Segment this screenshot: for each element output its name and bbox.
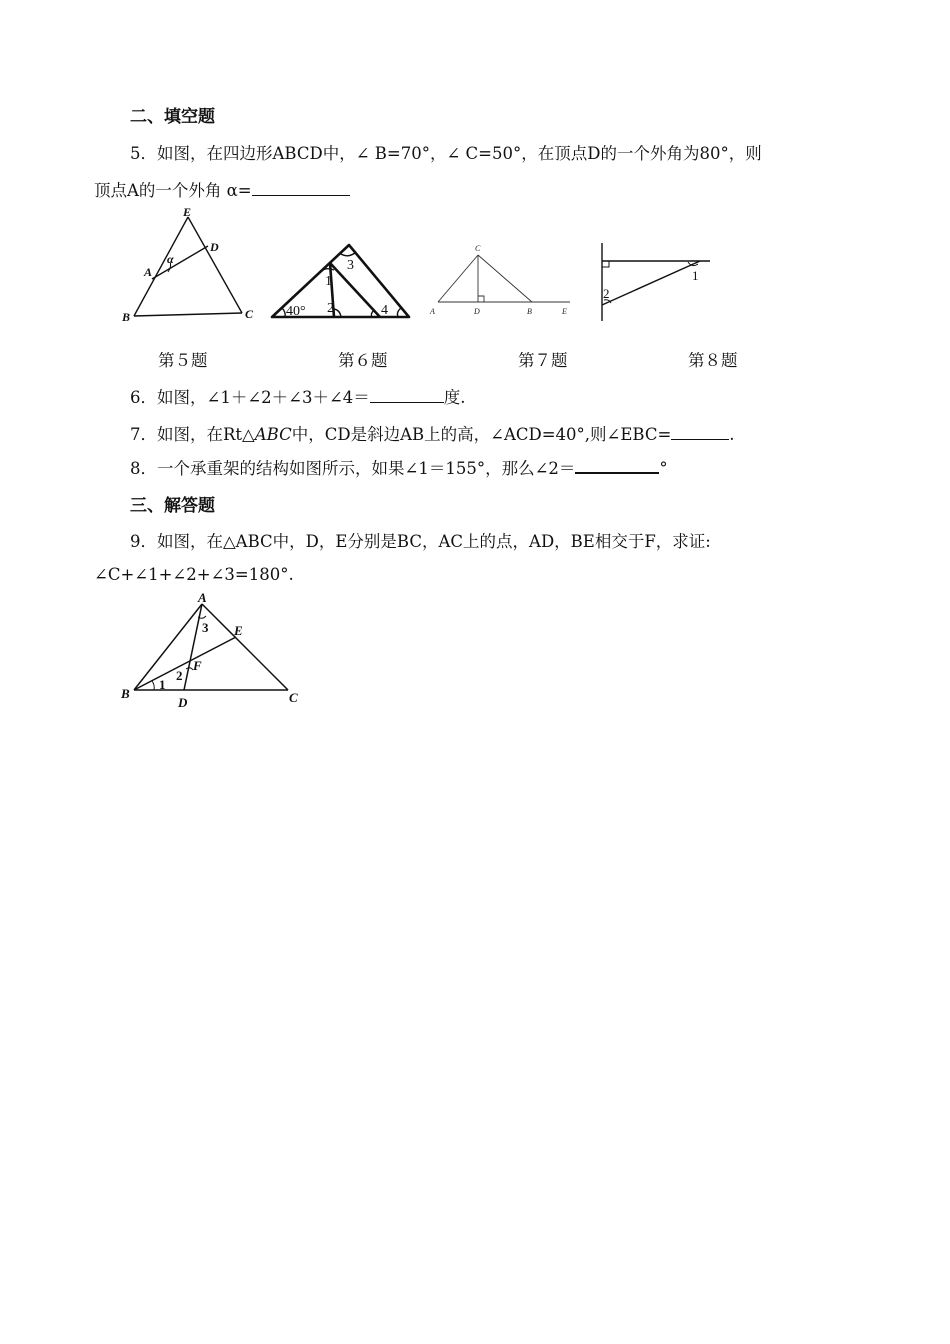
fig9-angle-arc-1 [152, 681, 154, 690]
figure-8-diagram [592, 240, 717, 324]
question-6 [130, 384, 466, 408]
figure-5-caption: 第５题 [158, 351, 208, 370]
section-heading-fill-in: 二、填空题 [130, 107, 215, 127]
fig9-label-b: B [121, 686, 130, 701]
fig6-angle-arc-1 [322, 269, 334, 271]
question-5-line-2 [94, 177, 350, 201]
fig6-angle-arc-40 [282, 308, 285, 317]
fig5-label-alpha: α [167, 252, 174, 266]
fig9-label-2: 2 [176, 668, 183, 683]
fig7-right-angle-mark [478, 296, 484, 302]
fig9-label-1: 1 [159, 677, 166, 692]
fig9-label-d: D [178, 695, 188, 710]
answer-blank-8[interactable] [575, 458, 659, 474]
fig6-label-4: 4 [381, 303, 388, 318]
question-9-line-1: 9．如图，在△ABC中，D，E分别是BC，AC上的点，AD，BE相交于F，求证: [130, 532, 711, 551]
fig6-inner-line-b [330, 263, 380, 317]
fig6-label-2: 2 [327, 301, 334, 316]
answer-blank-6[interactable] [370, 388, 444, 403]
question-8-degree: ° [659, 459, 668, 478]
question-8 [130, 455, 668, 479]
fig9-edge-ab [134, 604, 202, 690]
fig5-label-d: D [210, 240, 219, 254]
answer-blank-7[interactable] [671, 425, 729, 440]
fig9-segment-ad [184, 604, 202, 690]
question-5-text: 顶点A的一个外角 α= [94, 181, 252, 200]
question-6-unit: 度. [443, 388, 466, 407]
fig5-edge-ad [152, 246, 208, 279]
figure-7-caption: 第７题 [518, 351, 568, 370]
fig7-label-c: C [475, 244, 481, 253]
question-7-text-a: 7．如图，在Rt△ [130, 425, 255, 444]
question-7-period: . [729, 425, 735, 444]
question-9-line-2: ∠C+∠1+∠2+∠3=180°. [94, 565, 294, 584]
fig7-label-b: B [527, 307, 532, 316]
fig8-label-2: 2 [603, 286, 610, 301]
fig8-right-angle-mark [602, 261, 609, 267]
fig8-label-1: 1 [692, 268, 699, 283]
fig9-angle-arc-2 [186, 668, 193, 670]
section-heading-solve: 三、解答题 [130, 496, 215, 516]
fig9-label-f: F [193, 658, 202, 673]
question-5-line-1: 5．如图，在四边形ABCD中，∠ B=70°，∠ C=50°，在顶点D的一个外角为80°，则 [130, 144, 762, 163]
figure-5-diagram [118, 204, 268, 326]
fig7-edge-ac [438, 255, 478, 302]
fig9-label-c: C [289, 690, 298, 705]
fig6-label-1: 1 [325, 274, 332, 289]
fig6-angle-arc-3 [341, 253, 355, 256]
fig5-label-b: B [122, 310, 131, 324]
fig5-label-a: A [144, 265, 153, 279]
fig7-label-e: E [562, 307, 567, 316]
fig5-edge-eb [134, 217, 188, 316]
fig5-edge-bc [134, 313, 242, 316]
fig9-label-3: 3 [202, 620, 209, 635]
figure-7-diagram [428, 242, 578, 320]
question-7 [130, 421, 735, 445]
question-7-triangle-name: ABC [254, 425, 292, 444]
fig9-label-a: A [198, 590, 207, 605]
fig6-label-40: 40° [286, 304, 306, 319]
fig9-edge-ac [202, 604, 288, 690]
question-6-text: 6．如图，∠1＋∠2＋∠3＋∠4＝ [130, 388, 370, 407]
question-7-text-b: 中，CD是斜边AB上的高，∠ACD=40°,则∠EBC= [291, 425, 672, 444]
fig6-angle-arc-outer [397, 308, 401, 317]
answer-blank-5[interactable] [252, 181, 350, 196]
fig6-label-3: 3 [347, 258, 354, 273]
question-8-text: 8．一个承重架的结构如图所示，如果∠1＝155°，那么∠2＝ [130, 459, 576, 478]
fig9-label-e: E [234, 623, 243, 638]
figure-6-diagram [268, 240, 413, 322]
fig5-edge-ec [188, 217, 242, 313]
fig7-label-d: D [474, 307, 480, 316]
figure-8-caption: 第８题 [688, 351, 738, 370]
fig7-edge-cb [478, 255, 532, 302]
figure-9-diagram [118, 590, 308, 712]
fig5-label-c: C [245, 307, 254, 321]
fig7-label-a: A [430, 307, 435, 316]
figure-6-caption: 第６题 [338, 351, 388, 370]
fig8-brace [602, 261, 700, 305]
fig5-label-e: E [183, 205, 192, 219]
